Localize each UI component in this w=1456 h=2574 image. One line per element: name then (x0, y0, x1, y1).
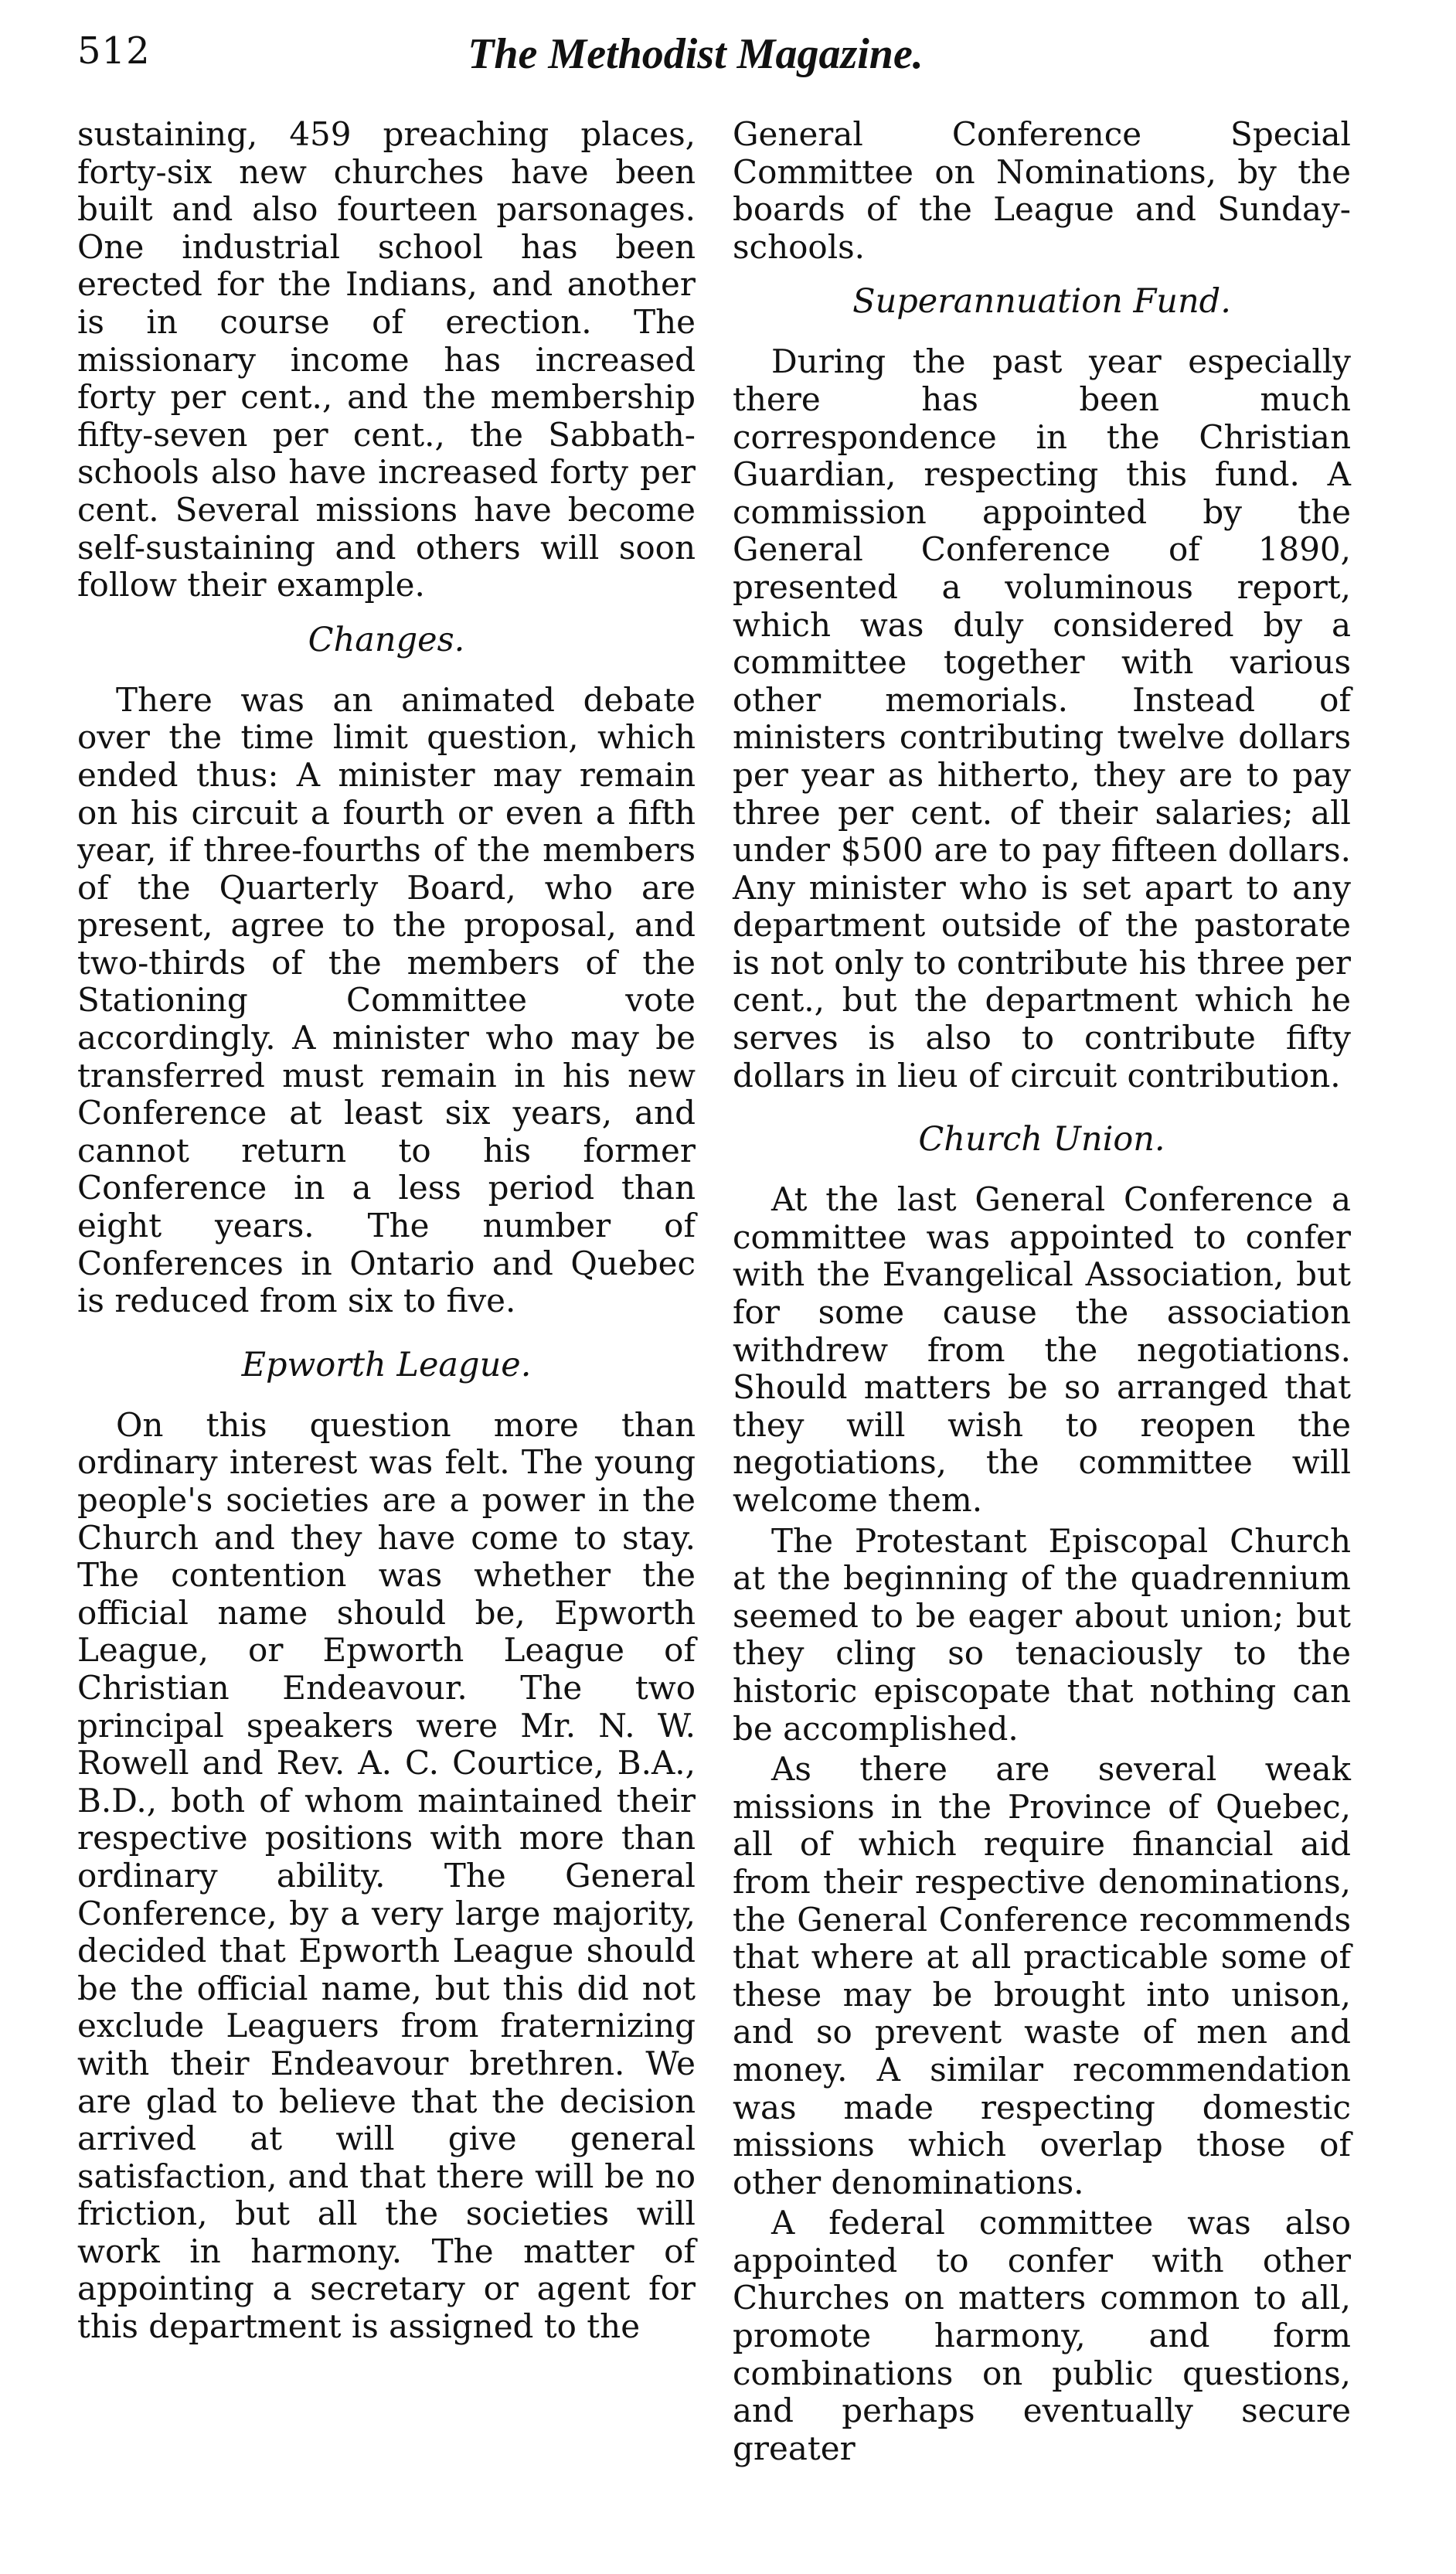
section-heading-church-union: Church Union. (918, 1120, 1165, 1159)
paragraph-intro-left: sustaining, 459 preaching places, forty-six new churches have been built and also fourteen parsonages. One industrial school has been erected for the Indians, and another is in course of erection. The missionary income has increased forty per cent., and the membership fifty-seven per cent., the Sabbath-schools also have increased forty per cent. Several missions have become self-sustaining and others will soon follow their example. (77, 115, 696, 604)
right-column (733, 116, 1351, 2467)
paragraph-church-union-3: As there are several weak missions in the Province of Quebec, all of which require financial aid from their respective denominations, the General Conference recommends that where at all practicable some of these may be brought into unison, and so prevent waste of men and money. A similar recommendation was made respecting domestic missions which overlap those of other denominations. (733, 1750, 1351, 2201)
page-header (77, 29, 1360, 91)
paragraph-church-union-1: At the last General Conference a committee was appointed to confer with the Evangelical Association, but for some cause the association withdrew from the negotiations. Should matters be so arranged that they will wish to reopen the negotiations, the committee will welcome them. (733, 1180, 1351, 1519)
section-heading-superannuation-fund: Superannuation Fund. (852, 282, 1231, 322)
left-column (77, 116, 696, 2346)
paragraph-intro-right: General Conference Special Committee on Nominations, by the boards of the League and Sunday-schools. (733, 115, 1351, 266)
paragraph-changes: There was an animated debate over the time limit question, which ended thus: A minister may remain on his circuit a fourth or even a fifth year, if three-fourths of the members of the Quarterly Board, who are present, agree to the proposal, and two-thirds of the members of the Stationing Committee vote accordingly. A minister who may be transferred must remain in his new Conference at least six years, and cannot return to his former Conference in a less period than eight years. The number of Conferences in Ontario and Quebec is reduced from six to five. (77, 680, 696, 1320)
section-heading-epworth-league: Epworth League. (241, 1345, 532, 1384)
paragraph-superannuation-fund: During the past year especially there has been much correspondence in the Christian Guardian, respecting this fund. A commission appointed by the General Conference of 1890, presented a voluminous report, which was duly considered by a committee together with various other memorials. Instead of ministers contributing twelve dollars per year as hitherto, they are to pay three per cent. of their salaries; all under $500 are to pay fifteen dollars. Any minister who is set apart to any department outside of the pastorate is not only to contribute his three per cent., but the department which he serves is also to contribute fifty dollars in lieu of circuit contribution. (733, 342, 1351, 1095)
running-title: The Methodist Magazine. (468, 30, 924, 78)
section-heading-changes: Changes. (308, 620, 465, 659)
paragraph-church-union-2: The Protestant Episcopal Church at the beginning of the quadrennium seemed to be eager about union; but they cling so tenaciously to the historic episcopate that nothing can be accomplished. (733, 1521, 1351, 1748)
paragraph-epworth-league: On this question more than ordinary interest was felt. The young people's societies are a power in the Church and they have come to stay. The contention was whether the official name should be, Epworth League, or Epworth League of Christian Endeavour. The two principal speakers were Mr. N. W. Rowell and Rev. A. C. Courtice, B.A., B.D., both of whom maintained their respective positions with more than ordinary ability. The General Conference, by a very large majority, decided that Epworth League should be the official name, but this did not exclude Leaguers from fraternizing with their Endeavour brethren. We are glad to believe that the decision arrived at will give general satisfaction, and that there will be no friction, but all the societies will work in harmony. The matter of appointing a secretary or agent for this department is assigned to the (77, 1405, 696, 2346)
paragraph-church-union-4: A federal committee was also appointed to confer with other Churches on matters common to all, promote harmony, and form combinations on public questions, and perhaps eventually secure greater (733, 2204, 1351, 2467)
page-number: 512 (77, 29, 151, 73)
